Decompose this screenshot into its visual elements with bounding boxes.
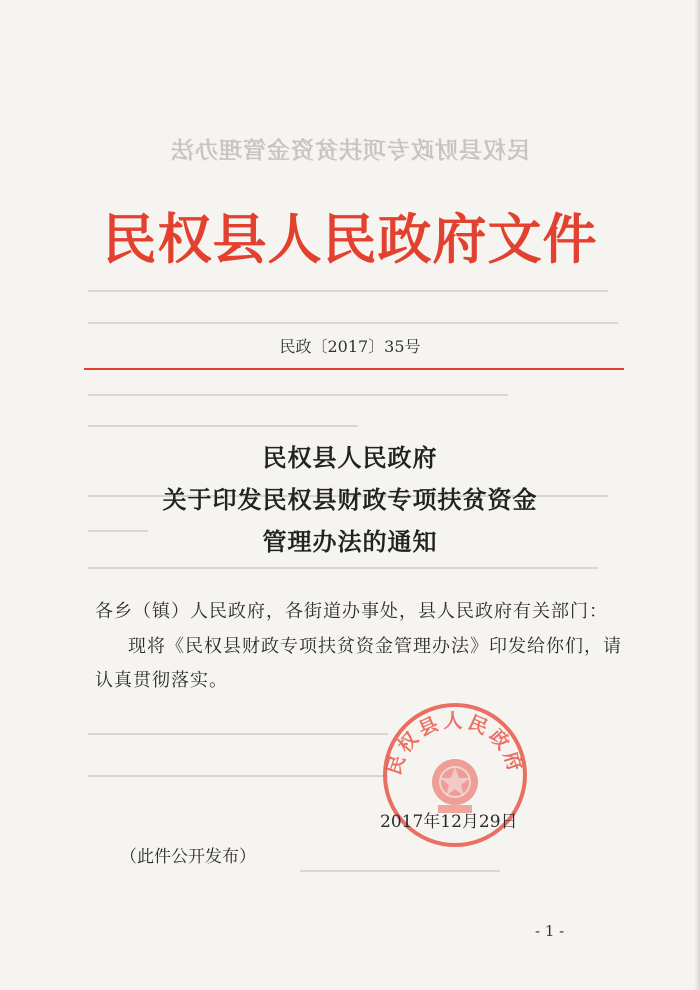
body-line-1: 现将《民权县财政专项扶贫资金管理办法》印发给你们，请	[128, 636, 622, 657]
red-divider-rule	[84, 368, 624, 370]
bleed-through-line	[88, 567, 598, 569]
bleed-through-line	[88, 733, 388, 735]
issue-date: 2017年12月29日	[380, 812, 518, 832]
bleed-through-line	[300, 870, 500, 872]
bleed-through-line	[88, 322, 618, 324]
addressee: 各乡（镇）人民政府，各街道办事处，县人民政府有关部门：	[95, 601, 608, 622]
bleed-through-line	[88, 775, 388, 777]
title-line-2: 关于印发民权县财政专项扶贫资金	[162, 485, 538, 514]
bleed-through-line	[88, 425, 358, 427]
letterhead: 民权县人民政府文件	[102, 207, 598, 271]
publication-note: （此件公开发布）	[120, 847, 256, 867]
bleed-through-line	[88, 290, 608, 292]
body-line-2: 认真贯彻落实。	[95, 670, 228, 691]
bleed-through-line	[88, 394, 508, 396]
bleed-through-title: 民权县财政专项扶贫资金管理办法	[170, 137, 530, 164]
page-number: - 1 -	[535, 922, 565, 940]
seal-text: 民权县人民政府	[382, 709, 528, 778]
title-line-3: 管理办法的通知	[262, 527, 438, 556]
document-number: 民政〔2017〕35号	[279, 337, 421, 356]
title-line-1: 民权县人民政府	[262, 443, 438, 472]
